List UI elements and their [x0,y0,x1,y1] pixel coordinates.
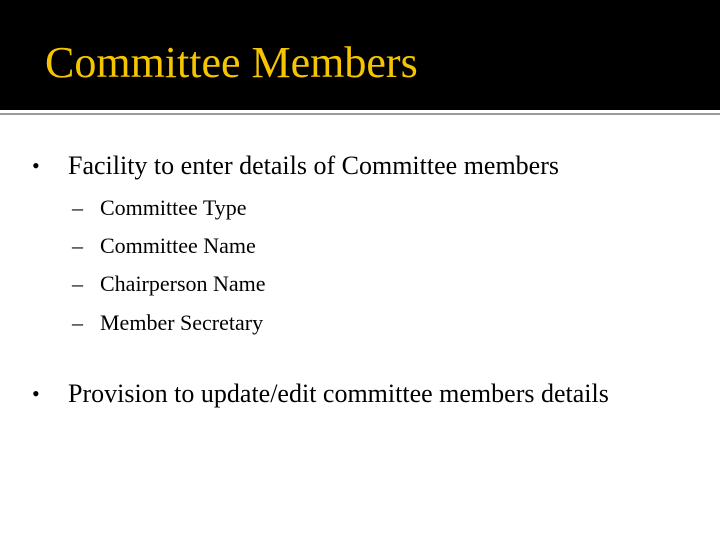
sub-item-text: Chairperson Name [100,271,266,296]
title-divider [0,113,720,115]
dash-icon: – [72,195,83,220]
sub-item [72,232,256,260]
dash-icon: – [72,310,83,335]
sub-item-text: Committee Type [100,195,247,220]
bullet-item [32,149,668,183]
sub-item [72,194,247,222]
bullet-item [32,377,628,411]
bullet-icon: • [32,153,40,178]
sub-item [72,309,263,337]
bullet-text: Provision to update/edit committee members details [68,379,609,408]
sub-item-text: Committee Name [100,233,256,258]
dash-icon: – [72,233,83,258]
bullet-icon: • [32,381,40,406]
sub-item-text: Member Secretary [100,310,264,335]
slide-title: Committee Members [45,38,418,87]
sub-item [72,270,266,298]
title-bar [0,0,720,110]
bullet-text: Facility to enter details of Committee members [68,151,559,180]
dash-icon: – [72,271,83,296]
